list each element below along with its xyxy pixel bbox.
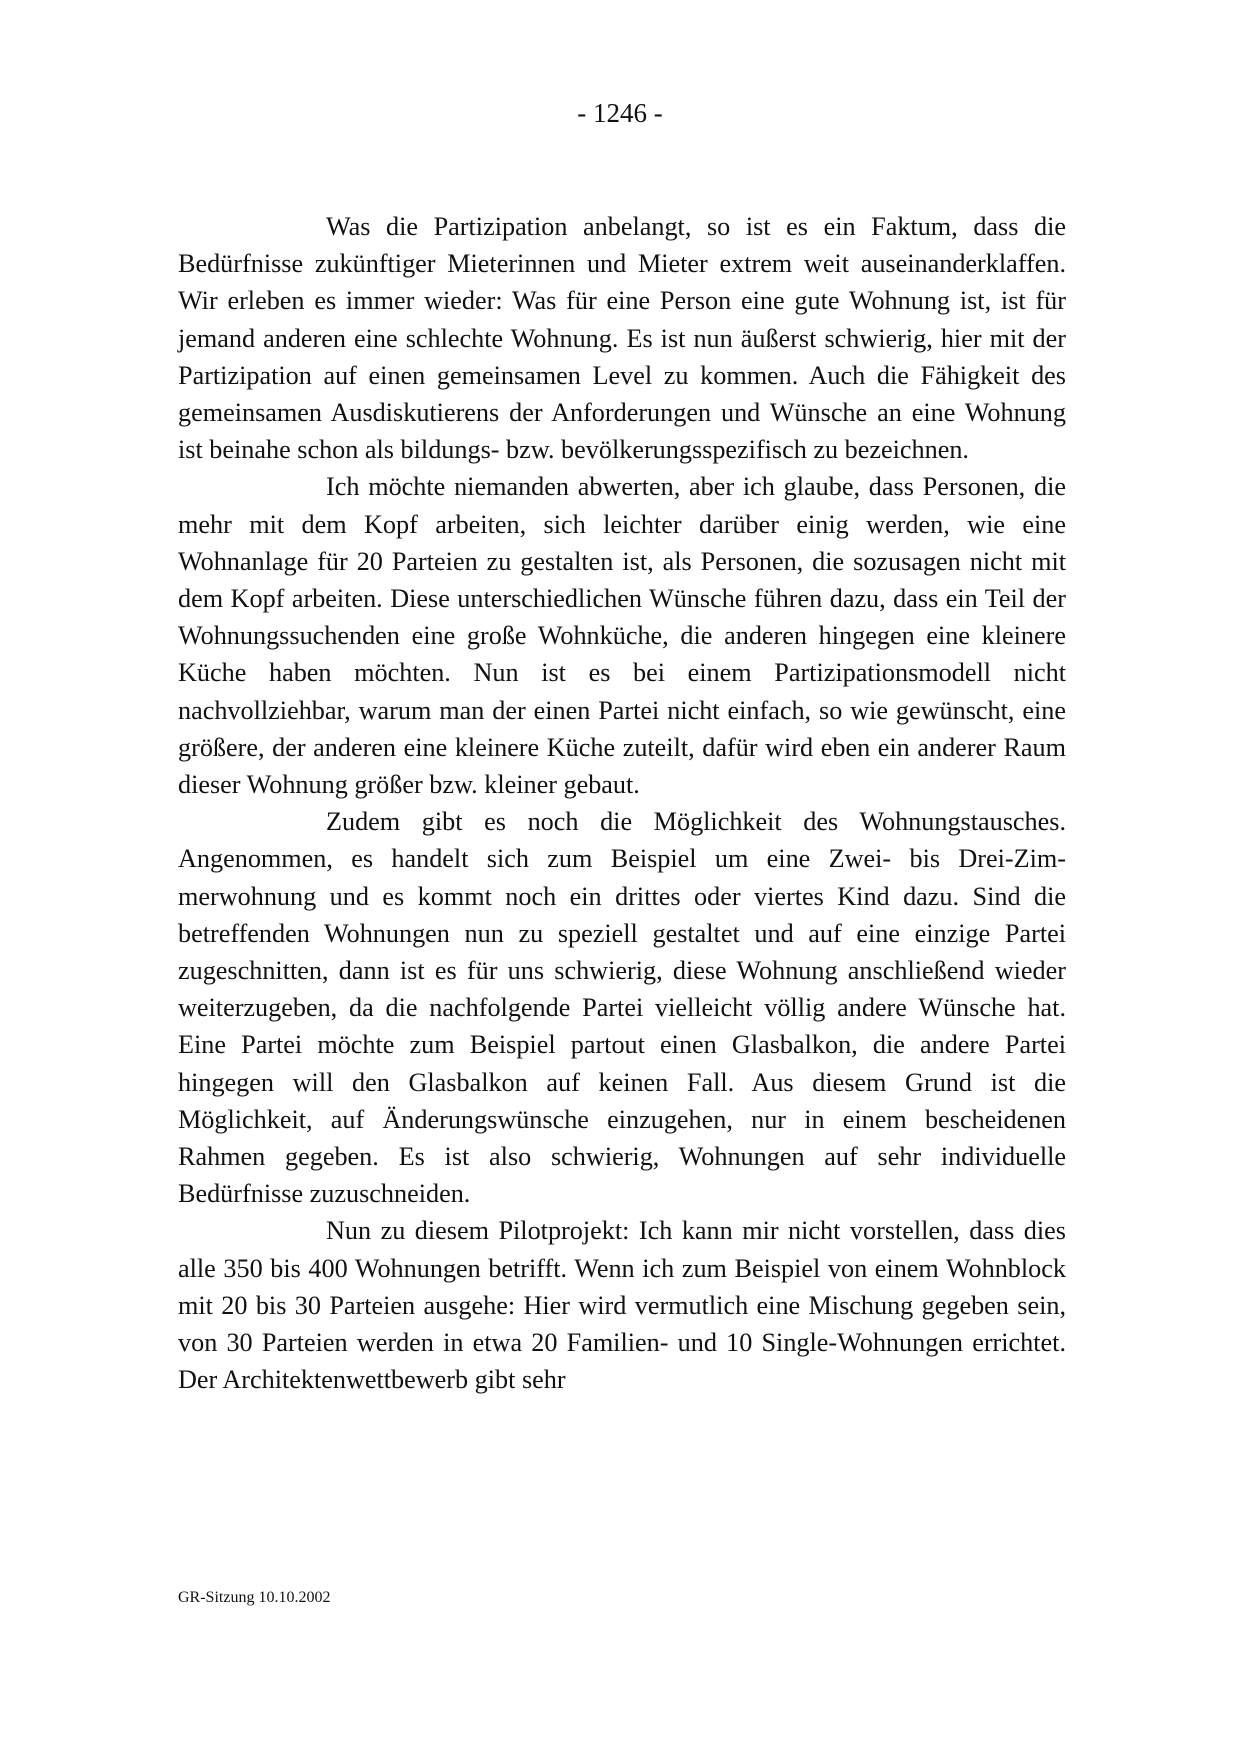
paragraph-devaluation: Ich möchte niemanden abwerten, aber ich glaube, dass Personen, die mehr mit dem Kopf arbeiten, sich leichter darüber einig werden, wie eine Wohnanlage für 20 Parteien zu gestalten ist, als Personen, die sozusagen nicht mit dem Kopf arbeiten. Diese unterschiedlichen Wünsche führen dazu, dass ein Teil der Wohnungssuchenden eine große Wohnküche, die anderen hingegen eine kleinere Küche haben möchten. Nun ist es bei einem Partizipationsmodell nicht nachvollziehbar, warum man der einen Partei nicht einfach, so wie gewünscht, eine größere, der anderen eine kleinere Küche zuteilt, dafür wird eben ein anderer Raum dieser Wohnung größer bzw. kleiner gebaut. (178, 472, 1066, 800)
paragraph-apartment-exchange: Zudem gibt es noch die Möglichkeit des Wohnungstausches. Angenommen, es handelt sich zum Beispiel um eine Zwei- bis Drei-Zimmerwohnung und es kommt noch ein drittes oder viertes Kind dazu. Sind die betreffenden Wohnungen nun zu speziell gestaltet und auf eine einzige Partei zugeschnitten, dann ist es für uns schwierig, diese Wohnung anschließend wieder weiterzugeben, da die nachfolgende Partei vielleicht völlig andere Wünsche hat. Eine Partei möchte zum Beispiel partout einen Glasbalkon, die andere Partei hingegen will den Glasbalkon auf keinen Fall. Aus diesem Grund ist die Möglichkeit, auf Änderungswünsche einzugehen, nur in einem bescheidenen Rahmen gegeben. Es ist also schwierig, Wohnungen auf sehr individuelle Bedürfnisse zuzuschneiden. (178, 807, 1066, 1209)
body-text (178, 208, 1066, 1399)
paragraph-pilot-project: Nun zu diesem Pilotprojekt: Ich kann mir nicht vorstellen, dass dies alle 350 bis 400 Wohnungen betrifft. Wenn ich zum Beispiel von einem Wohnblock mit 20 bis 30 Parteien ausgehe: Hier wird vermutlich eine Mischung gegeben sein, von 30 Parteien werden in etwa 20 Familien- und 10 Single-Wohnungen errichtet. Der Architektenwettbewerb gibt sehr (178, 1216, 1066, 1395)
page-number: - 1246 - (577, 98, 663, 128)
paragraph-participation: Was die Partizipation anbelangt, so ist es ein Faktum, dass die Bedürfnisse zukünftiger Mieterinnen und Mieter extrem weit auseinanderklaffen. Wir erleben es immer wieder: Was für eine Person eine gute Wohnung ist, ist für jemand anderen eine schlechte Wohnung. Es ist nun äußerst schwierig, hier mit der Partizipation auf einen gemeinsamen Level zu kommen. Auch die Fähigkeit des gemeinsamen Ausdiskutierens der Anforderungen und Wünsche an eine Wohnung ist beinahe schon als bildungs- bzw. bevölkerungsspezifisch zu bezeichnen. (178, 212, 1066, 465)
footer-session-date: GR-Sitzung 10.10.2002 (178, 1589, 331, 1606)
